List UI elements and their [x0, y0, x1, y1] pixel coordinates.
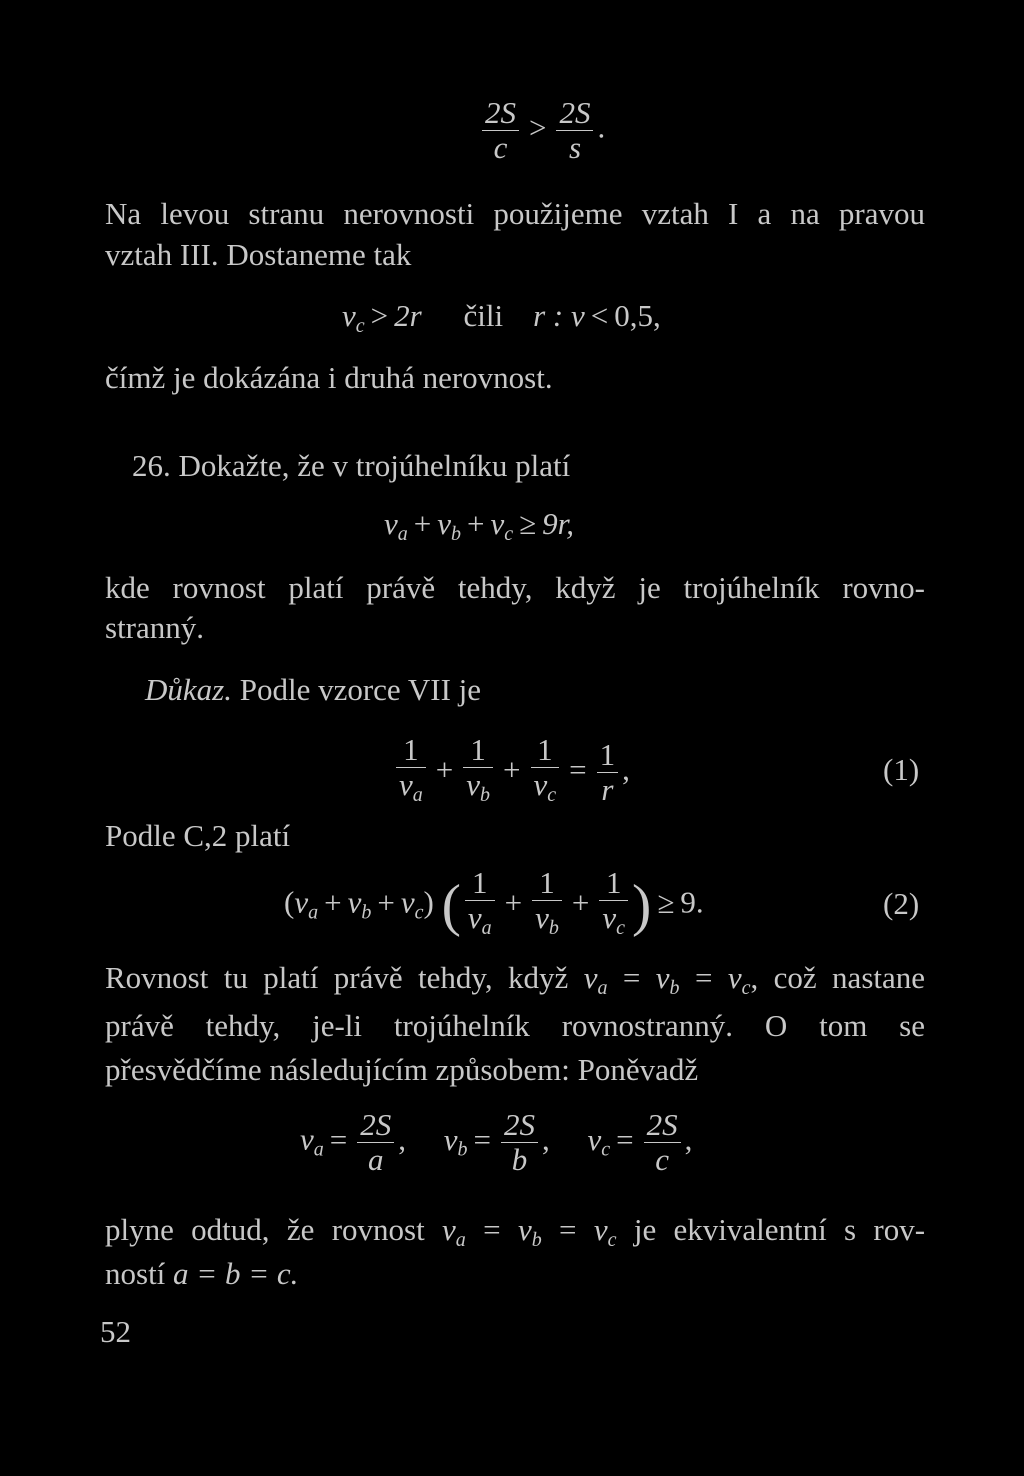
var-v: v	[384, 506, 398, 541]
numerator: 2S	[482, 96, 519, 131]
inline-math: $v_a = v_b = v_c$,	[583, 960, 759, 999]
punctuation: .	[597, 109, 606, 145]
para1-line1: Na levou stranu nerovnosti použijeme vztah I a na pravou	[105, 196, 925, 231]
big-paren: )	[632, 872, 652, 938]
para5-line2: právě tehdy, je-li trojúhelník rovnostranný. O tom se	[105, 1008, 925, 1043]
subscript: c	[414, 901, 424, 924]
numerator: 1	[463, 733, 493, 768]
fraction-left	[482, 96, 519, 165]
paren: )	[423, 884, 434, 920]
var-v: v	[587, 1121, 602, 1157]
big-paren: (	[441, 872, 461, 938]
numerator: 2S	[556, 96, 593, 131]
var-v: v	[466, 767, 481, 802]
var-v: v	[300, 1121, 314, 1157]
subscript: b	[361, 901, 372, 924]
ratio: r : v	[533, 298, 585, 333]
relation: >	[370, 298, 389, 333]
var-v: v	[400, 884, 415, 920]
equals: =	[473, 1121, 491, 1157]
fraction: $\frac{2S}{c}$	[644, 1108, 681, 1177]
equals: =	[569, 751, 587, 787]
subscript: a	[481, 917, 492, 939]
numerator: 1	[396, 733, 426, 768]
equation-1	[392, 733, 630, 812]
page-number: 52	[100, 1314, 131, 1349]
plus: +	[467, 506, 485, 541]
plus: +	[435, 751, 454, 787]
subscript: b	[457, 1138, 468, 1161]
var-v: v	[490, 506, 505, 541]
text: Rovnost tu platí právě tehdy, když	[105, 960, 569, 995]
relation: ≥	[519, 506, 537, 541]
subscript: b	[480, 784, 491, 806]
denominator: c	[493, 130, 508, 165]
proof-intro	[145, 672, 481, 708]
var-v: v	[535, 900, 549, 935]
fraction	[531, 733, 560, 812]
fraction	[396, 733, 426, 812]
subscript: b	[548, 917, 559, 939]
subscript: a	[313, 1138, 324, 1161]
numerator: 1	[531, 733, 560, 768]
fraction	[599, 866, 628, 945]
plus: +	[413, 506, 432, 541]
subscript: c	[355, 315, 365, 337]
proof-text: Podle vzorce VII je	[239, 672, 482, 707]
equation-sum	[384, 506, 574, 552]
var-v: v	[342, 298, 356, 333]
para6-line1	[105, 1212, 925, 1258]
problem-26	[132, 448, 570, 484]
equals: =	[616, 1121, 634, 1157]
text: což nastane	[773, 960, 926, 995]
text: je ekvivalentní s rov-	[633, 1212, 926, 1247]
subscript: c	[547, 784, 557, 806]
problem-number: 26.	[132, 448, 171, 483]
numerator: 1	[465, 866, 495, 901]
equation-2	[284, 866, 704, 945]
subscript: a	[397, 523, 408, 545]
fraction-right	[556, 96, 593, 165]
relation: <	[590, 298, 609, 333]
fraction	[465, 866, 495, 945]
equation-number-1: (1)	[883, 752, 920, 787]
plus: +	[503, 751, 521, 787]
word-cili: čili	[463, 298, 504, 333]
var-v: v	[294, 884, 309, 920]
problem-text: Dokažte, že v trojúhelníku platí	[178, 448, 571, 483]
text: plyne odtud, že rovnost	[105, 1212, 425, 1247]
para5-line1	[105, 960, 925, 1006]
para3-line1: kde rovnost platí právě tehdy, když je trojúhelník rovno-	[105, 570, 925, 605]
plus: +	[324, 884, 342, 920]
text: ností	[105, 1256, 166, 1291]
subscript: c	[616, 917, 626, 939]
para6-line2	[105, 1256, 298, 1292]
para3-line2: stranný.	[105, 610, 205, 645]
equals: =	[329, 1121, 348, 1157]
fraction: $\frac{2S}{a}$	[357, 1108, 394, 1177]
var-v: v	[437, 506, 452, 541]
var-v: v	[443, 1121, 458, 1157]
denominator: r	[601, 772, 614, 807]
numerator: 1	[597, 738, 619, 773]
rhs: 9.	[680, 884, 704, 920]
plus: +	[504, 884, 523, 920]
value: 0,5,	[614, 298, 661, 333]
para4: Podle C,2 platí	[105, 818, 291, 853]
relation: >	[529, 109, 547, 145]
plus: +	[571, 884, 590, 920]
inline-math: $v_a = v_b = v_c$	[442, 1212, 617, 1251]
var-v: v	[602, 900, 617, 935]
equation-top	[478, 96, 605, 165]
var-v: v	[467, 900, 482, 935]
punctuation: ,	[622, 751, 630, 787]
var-v: v	[399, 767, 413, 802]
subscript: a	[412, 784, 423, 806]
subscript: c	[601, 1138, 611, 1161]
term: 2r	[394, 298, 422, 333]
para2: čímž je dokázána i druhá nerovnost.	[105, 360, 553, 395]
subscript: a	[308, 901, 319, 924]
fraction	[597, 738, 619, 807]
var-v: v	[347, 884, 362, 920]
para5-line3: přesvědčíme následujícím způsobem: Poněvadž	[105, 1052, 699, 1087]
equation-vc	[342, 298, 661, 344]
subscript: c	[504, 523, 514, 545]
inline-math: a = b = c.	[173, 1256, 299, 1291]
paren: (	[284, 884, 295, 920]
fraction: $\frac{2S}{b}$	[501, 1108, 538, 1177]
para1-line2: vztah III. Dostaneme tak	[105, 237, 412, 272]
fraction	[463, 733, 493, 812]
numerator: 1	[599, 866, 628, 901]
rhs: 9r,	[542, 506, 575, 541]
proof-label: Důkaz.	[145, 672, 232, 707]
fraction	[532, 866, 562, 945]
equation-number-2: (2)	[883, 886, 920, 921]
plus: +	[377, 884, 395, 920]
equation-heights: $v_a$ = $\frac{2S}{a}$ , $v_b$ = $\frac{2S}{b}$ , $v_c$ = $\frac{2S}{c}$ ,	[300, 1107, 693, 1177]
subscript: b	[451, 523, 462, 545]
denominator: s	[568, 130, 582, 165]
relation: ≥	[657, 884, 675, 920]
var-v: v	[533, 767, 548, 802]
numerator: 1	[532, 866, 562, 901]
